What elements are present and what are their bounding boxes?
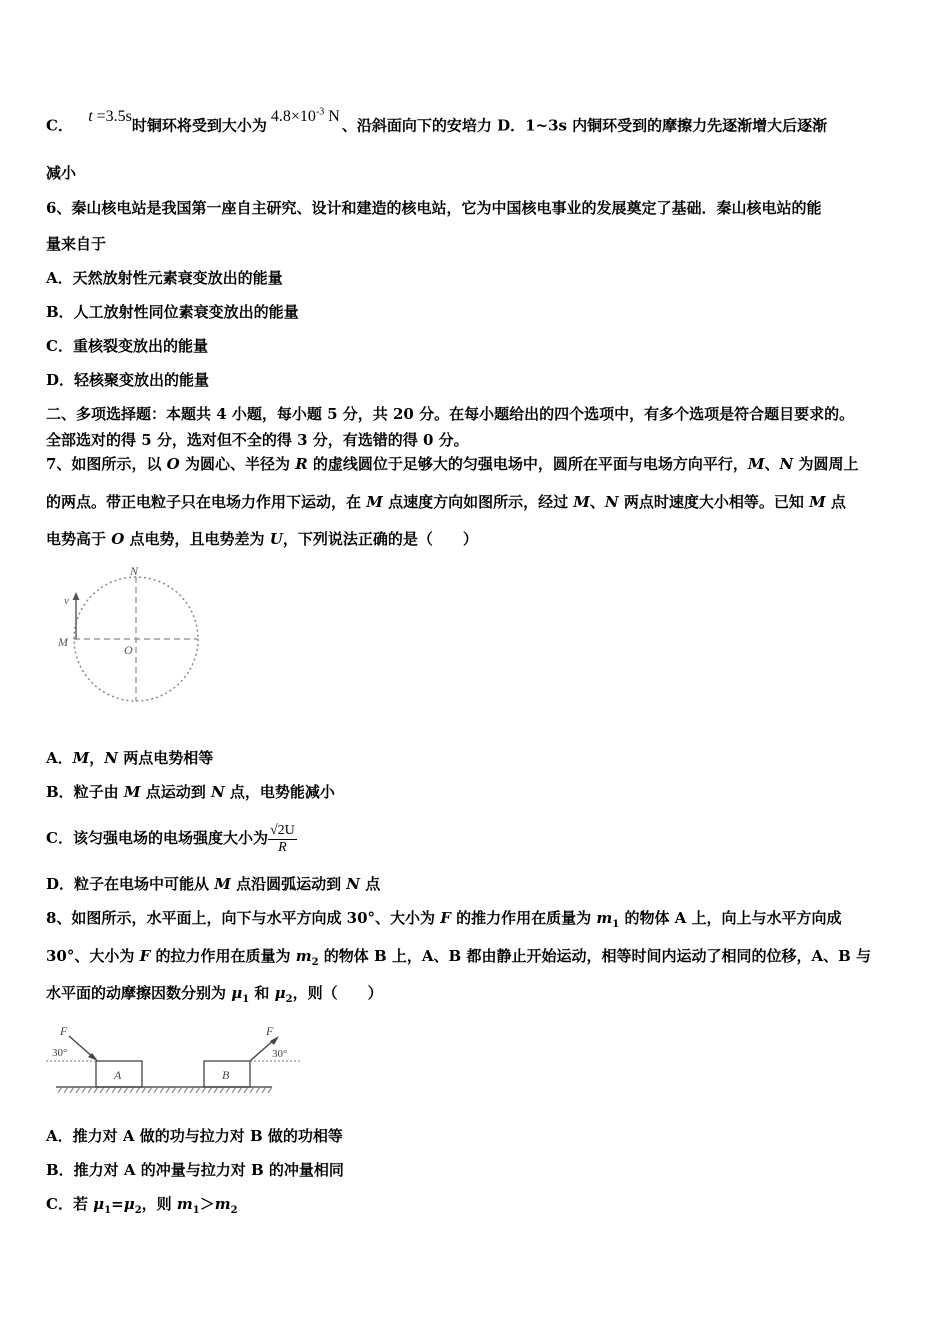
q7-stem-line-3: 电势高于 O 点电势，且电势差为 U，下列说法正确的是（ ） bbox=[46, 530, 478, 548]
q5-math-time: t =3.5s bbox=[88, 108, 132, 126]
label-o: O bbox=[124, 643, 133, 657]
q5-option-d-text: 、沿斜面向下的安培力 D．1~3s 内铜环受到的摩擦力先逐渐增大后逐渐 bbox=[341, 116, 828, 135]
q8-stem-line-2: 30°、大小为 F 的拉力作用在质量为 $m_2$ 的物体 B 上，A、B 都由静止开始运动，相等时间内运动了相同的位移，A、B 与 bbox=[46, 947, 871, 968]
q5-option-c-text: 时铜环将受到大小为 bbox=[131, 116, 267, 135]
label-v: v bbox=[64, 595, 69, 607]
q8-stem-line-3: 水平面的动摩擦因数分别为 $\mu_1$ 和 $\mu_2$，则（ ） bbox=[46, 984, 383, 1005]
q7-circle-figure bbox=[56, 562, 206, 707]
q7-option-b: B．粒子由 M 点运动到 N 点，电势能减小 bbox=[46, 783, 335, 801]
label-m: M bbox=[58, 635, 68, 649]
q6-stem-line-2: 量来自于 bbox=[46, 235, 107, 253]
section2-instructions-line-2: 全部选对的得 5 分，选对但不全的得 3 分，有选错的得 0 分。 bbox=[46, 431, 469, 449]
q7-field-strength-fraction: $\frac{√2U}{R}$ bbox=[269, 822, 295, 855]
q7-option-c: C．该匀强电场的电场强度大小为 $\frac{√2U}{R}$ bbox=[46, 822, 295, 855]
velocity-arrow-head bbox=[73, 592, 80, 600]
q7-option-a: A．M，N 两点电势相等 bbox=[46, 749, 214, 767]
q6-option-c: C．重核裂变放出的能量 bbox=[46, 337, 208, 355]
q8-option-c: C．若 $\mu_1=\mu_2$，则 $m_1>m_2$ bbox=[46, 1195, 238, 1216]
q7-stem-line-1: 7、如图所示，以 O 为圆心、半径为 R 的虚线圆位于足够大的匀强电场中，圆所在平面与电场方向平行，M、N 为圆周上 bbox=[46, 455, 859, 473]
q6-stem-line-1: 6、秦山核电站是我国第一座自主研究、设计和建造的核电站，它为中国核电事业的发展奠定了基础．秦山核电站的能 bbox=[46, 199, 822, 217]
q8-blocks-figure bbox=[44, 1020, 309, 1096]
q8-option-a: A．推力对 A 做的功与拉力对 B 做的功相等 bbox=[46, 1127, 343, 1145]
label-n: N bbox=[130, 564, 139, 578]
q5-option-c-label: C． bbox=[46, 116, 73, 135]
q5-math-force: $4.8\times 10^{-3}$ N bbox=[270, 107, 340, 126]
q5-option-d-continuation: 减小 bbox=[46, 164, 77, 182]
left-angle-label: 30° bbox=[52, 1047, 68, 1059]
q8-option-b: B．推力对 A 的冲量与拉力对 B 的冲量相同 bbox=[46, 1161, 344, 1179]
section2-instructions-line-1: 二、多项选择题：本题共 4 小题，每小题 5 分，共 20 分。在每小题给出的四个选项中，有多个选项是符合题目要求的。 bbox=[46, 405, 855, 423]
q7-option-d: D．粒子在电场中可能从 M 点沿圆弧运动到 N 点 bbox=[46, 875, 381, 893]
right-angle-label: 30° bbox=[272, 1048, 288, 1060]
q6-option-b: B．人工放射性同位素衰变放出的能量 bbox=[46, 303, 299, 321]
right-force-label: F bbox=[266, 1024, 274, 1038]
left-force-label: F bbox=[60, 1024, 68, 1038]
q6-option-d: D．轻核聚变放出的能量 bbox=[46, 371, 210, 389]
q6-option-a: A．天然放射性元素衰变放出的能量 bbox=[46, 269, 283, 287]
block-b-label: B bbox=[222, 1068, 230, 1082]
block-a-label: A bbox=[114, 1068, 122, 1082]
q5-option-c-line bbox=[46, 107, 828, 136]
q8-stem-line-1: 8、如图所示，水平面上，向下与水平方向成 30°、大小为 F 的推力作用在质量为 $m_1$ 的物体 A 上，向上与水平方向成 bbox=[46, 909, 842, 930]
ground-hatching bbox=[58, 1087, 272, 1093]
q7-stem-line-2: 的两点。带正电粒子只在电场力作用下运动，在 M 点速度方向如图所示，经过 M、N 两点时速度大小相等。已知 M 点 bbox=[46, 493, 846, 511]
